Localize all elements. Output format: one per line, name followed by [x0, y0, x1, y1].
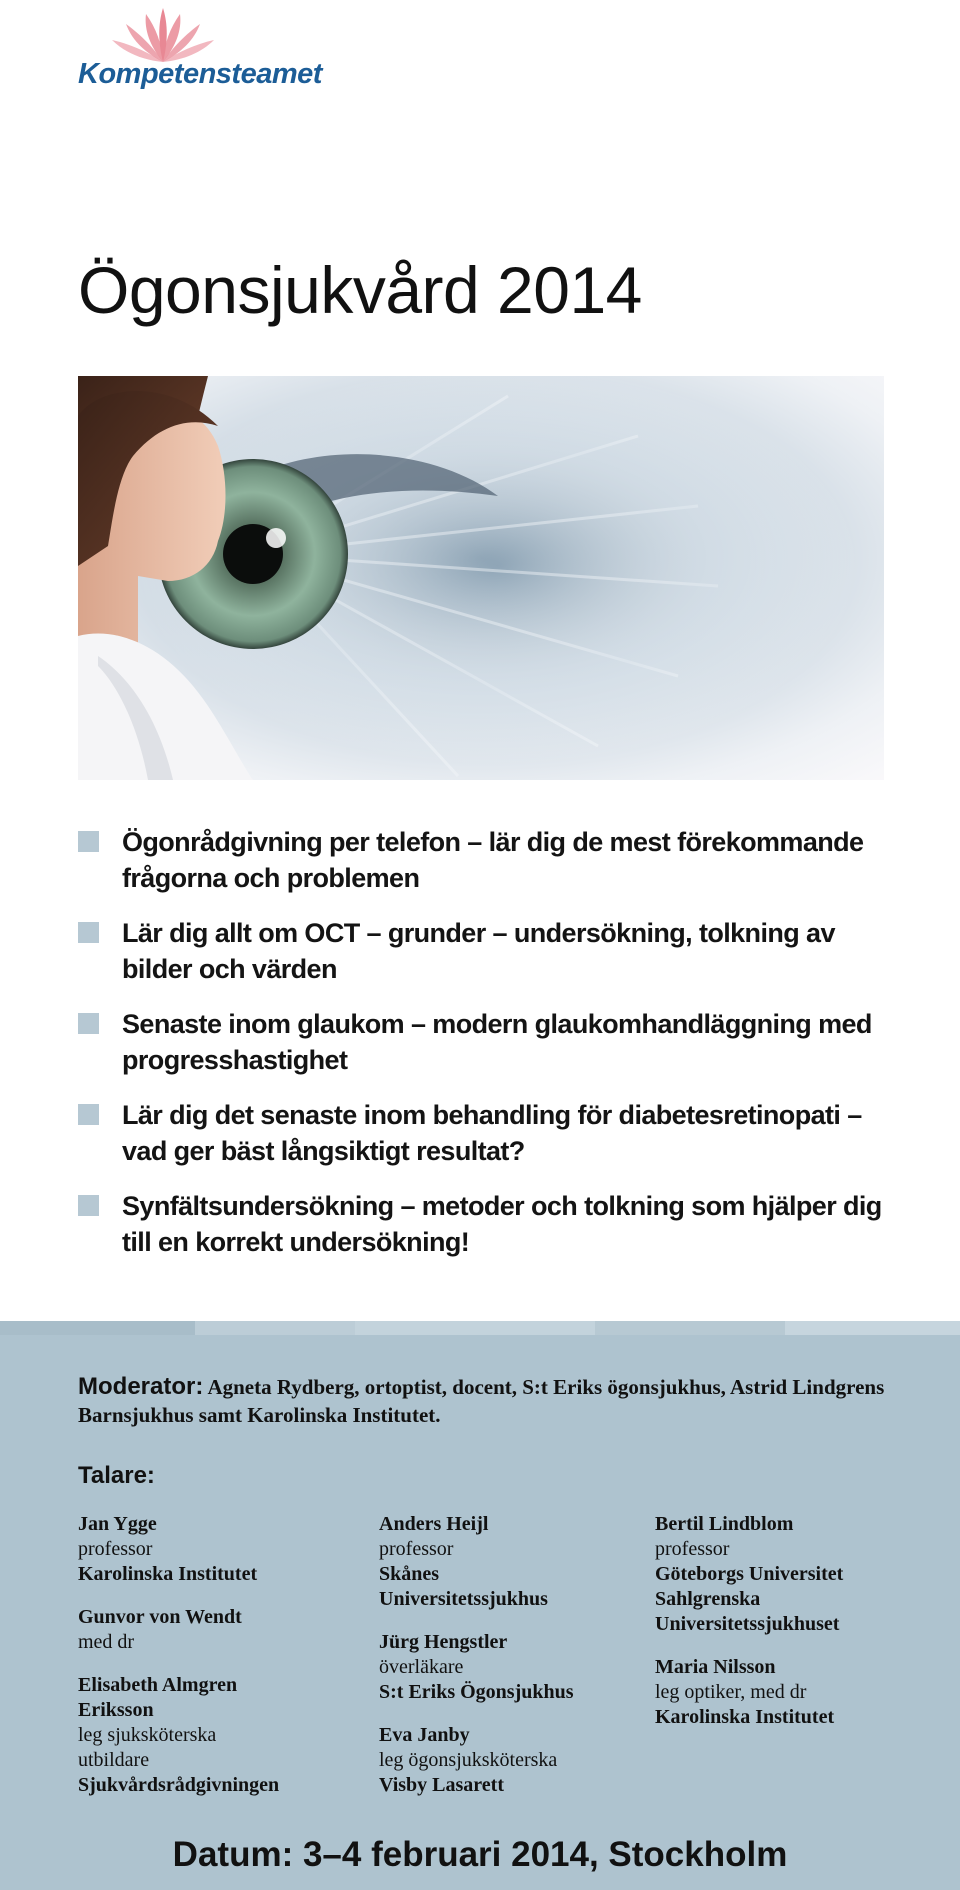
speaker-org: Karolinska Institutet: [655, 1706, 835, 1728]
bullet-square-icon: [78, 1104, 99, 1125]
speaker-role: överläkare: [379, 1656, 464, 1678]
lotus-flower-icon: [108, 6, 218, 64]
moderator-text: Agneta Rydberg, ortoptist, docent, S:t Eriks ögonsjukhus, Astrid Lindgrens Barnsjukhus samt Karolinska Institutet.: [78, 1375, 885, 1427]
event-date: Datum: 3–4 februari 2014, Stockholm: [172, 1835, 788, 1874]
speaker-role: leg optiker, med dr: [655, 1681, 807, 1703]
panel-top-strip: [0, 1321, 960, 1335]
bullet-text: Ögonrådgivning per telefon – lär dig de mest förekommande frågorna och problemen: [122, 827, 864, 893]
kompetensteamet-logo: [78, 6, 338, 96]
speaker-role: leg ögonsjuksköterska: [379, 1749, 558, 1771]
page-title: Ögonsjukvård 2014: [78, 253, 642, 327]
speaker-name: Maria Nilsson: [655, 1656, 776, 1678]
hero-eye-image: [78, 376, 884, 780]
list-item: [78, 824, 898, 896]
speaker-role: professor: [379, 1538, 454, 1560]
moderator-info: [78, 1373, 918, 1429]
list-item: [78, 1006, 898, 1078]
moderator-label: Moderator:: [78, 1373, 204, 1400]
speaker-name: Anders Heijl: [379, 1513, 489, 1535]
topic-list: [78, 824, 898, 1279]
bullet-square-icon: [78, 922, 99, 943]
speaker-name: Bertil Lindblom: [655, 1513, 794, 1535]
speaker-org: Göteborgs Universitet Sahlgrenska Universitetssjukhuset: [655, 1563, 844, 1635]
speaker-role: professor: [655, 1538, 730, 1560]
logo-text: Kompetensteamet: [78, 58, 322, 90]
bullet-square-icon: [78, 1195, 99, 1216]
speaker: [78, 1605, 358, 1655]
speaker-column-2: [379, 1512, 639, 1816]
speaker-name: Gunvor von Wendt: [78, 1606, 242, 1628]
speaker: [655, 1512, 920, 1637]
speaker-org: Visby Lasarett: [379, 1774, 504, 1796]
speaker: [379, 1630, 639, 1705]
bullet-square-icon: [78, 1013, 99, 1034]
speaker: [379, 1723, 639, 1798]
speaker-name: Jan Ygge: [78, 1513, 157, 1535]
speaker-name: Eva Janby: [379, 1724, 470, 1746]
bullet-square-icon: [78, 831, 99, 852]
bullet-text: Lär dig allt om OCT – grunder – undersökning, tolkning av bilder och värden: [122, 918, 835, 984]
speakers-heading: Talare:: [78, 1462, 155, 1489]
list-item: [78, 1188, 898, 1260]
speaker-column-1: [78, 1512, 358, 1816]
speaker-column-3: [655, 1512, 920, 1748]
bullet-text: Synfältsundersökning – metoder och tolkning som hjälper dig till en korrekt undersökning!: [122, 1191, 882, 1257]
speaker-name: Elisabeth Almgren Eriksson: [78, 1674, 238, 1721]
speaker-org: Sjukvårdsrådgivningen: [78, 1774, 280, 1796]
list-item: [78, 1097, 898, 1169]
speaker: [78, 1673, 358, 1798]
bullet-text: Lär dig det senaste inom behandling för diabetesretinopati – vad ger bäst långsiktigt resultat?: [122, 1100, 862, 1166]
bullet-text: Senaste inom glaukom – modern glaukomhandläggning med progresshastighet: [122, 1009, 872, 1075]
speaker-role: med dr: [78, 1631, 135, 1653]
speaker: [379, 1512, 639, 1612]
speaker-org: Karolinska Institutet: [78, 1563, 258, 1585]
speaker-name: Jürg Hengstler: [379, 1631, 508, 1653]
speaker-role: professor: [78, 1538, 153, 1560]
speaker: [655, 1655, 920, 1730]
speaker-role: leg sjuksköterska utbildare: [78, 1724, 217, 1771]
list-item: [78, 915, 898, 987]
speaker-org: Skånes Universitetssjukhus: [379, 1563, 548, 1610]
speaker-org: S:t Eriks Ögonsjukhus: [379, 1681, 574, 1703]
speaker: [78, 1512, 358, 1587]
